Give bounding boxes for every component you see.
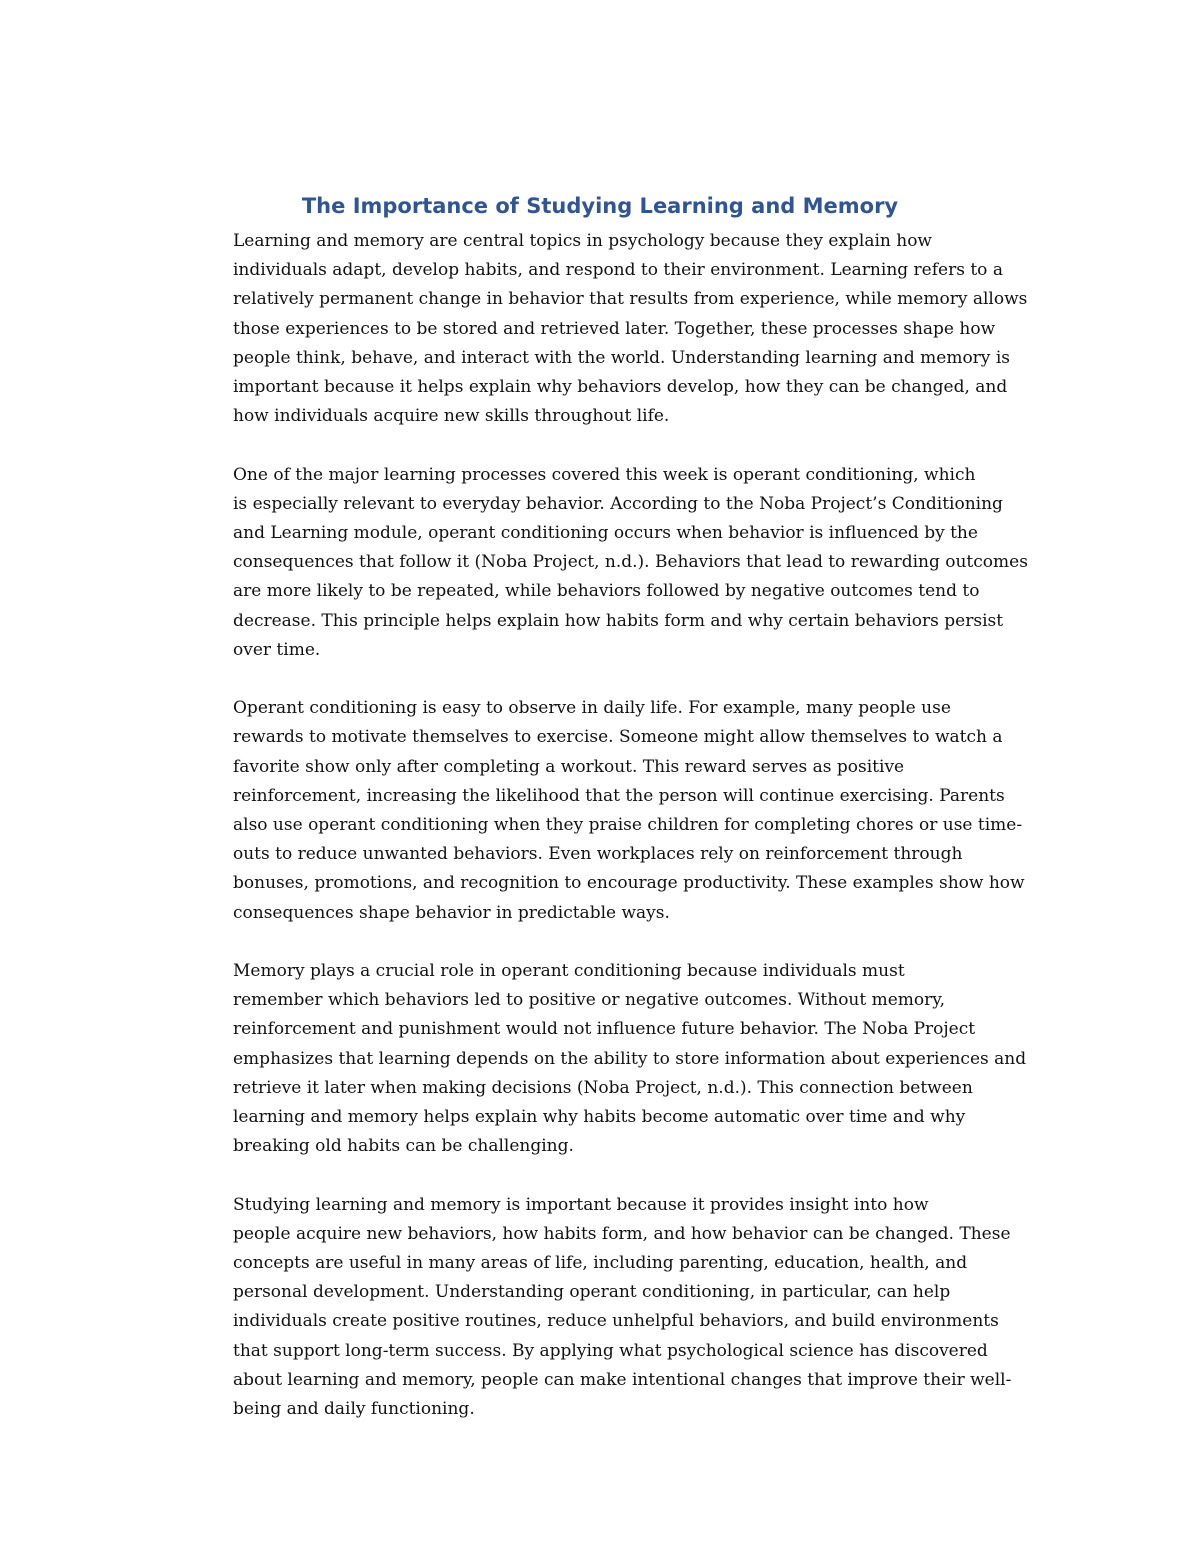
paragraph-line: relatively permanent change in behavior that results from experience, while memory allows — [233, 289, 1028, 310]
document-title: The Importance of Studying Learning and Memory — [301, 194, 899, 218]
paragraph-line: learning and memory helps explain why habits become automatic over time and why — [233, 1107, 966, 1128]
paragraph-line: Operant conditioning is easy to observe in daily life. For example, many people use — [233, 698, 951, 719]
paragraph-line: consequences that follow it (Noba Project, n.d.). Behaviors that lead to rewarding outcomes — [233, 552, 1028, 573]
document-body — [176, 227, 1056, 1453]
paragraph-line: are more likely to be repeated, while behaviors followed by negative outcomes tend to — [233, 581, 980, 602]
paragraph-line: individuals adapt, develop habits, and respond to their environment. Learning refers to a — [233, 260, 1003, 281]
paragraph-line: favorite show only after completing a workout. This reward serves as positive — [233, 756, 905, 777]
paragraph-line: how individuals acquire new skills throughout life. — [233, 406, 670, 427]
paragraph-line: about learning and memory, people can make intentional changes that improve their well- — [233, 1369, 1012, 1390]
paragraph-line: One of the major learning processes covered this week is operant conditioning, which — [233, 464, 976, 485]
paragraph-line: people think, behave, and interact with the world. Understanding learning and memory is — [233, 347, 1010, 368]
paragraph-line: reinforcement and punishment would not influence future behavior. The Noba Project — [233, 1019, 976, 1040]
paragraph-line: retrieve it later when making decisions (Noba Project, n.d.). This connection between — [233, 1077, 973, 1098]
paragraph-4 — [176, 957, 1056, 1161]
paragraph-line: personal development. Understanding operant conditioning, in particular, can help — [233, 1282, 951, 1303]
paragraph-line: outs to reduce unwanted behaviors. Even workplaces rely on reinforcement through — [233, 844, 963, 865]
paragraph-line: being and daily functioning. — [233, 1399, 475, 1420]
paragraph-line: is especially relevant to everyday behavior. According to the Noba Project’s Conditioning — [233, 493, 1003, 514]
paragraph-line: those experiences to be stored and retrieved later. Together, these processes shape how — [233, 318, 996, 339]
paragraph-line: that support long-term success. By applying what psychological science has discovered — [233, 1340, 988, 1361]
paragraph-line: Learning and memory are central topics in psychology because they explain how — [233, 231, 932, 251]
paragraph-line: breaking old habits can be challenging. — [233, 1136, 574, 1157]
paragraph-line: remember which behaviors led to positive or negative outcomes. Without memory, — [233, 990, 946, 1011]
paragraph-line: reinforcement, increasing the likelihood that the person will continue exercising. Parents — [233, 785, 1005, 806]
paragraph-line: bonuses, promotions, and recognition to encourage productivity. These examples show how — [233, 873, 1025, 894]
paragraph-line: concepts are useful in many areas of life, including parenting, education, health, and — [233, 1253, 968, 1274]
paragraph-line: emphasizes that learning depends on the ability to store information about experiences and — [233, 1048, 1027, 1069]
paragraph-line: decrease. This principle helps explain how habits form and why certain behaviors persist — [233, 610, 1004, 631]
paragraph-line: and Learning module, operant conditioning occurs when behavior is influenced by the — [233, 523, 978, 544]
paragraph-line: Studying learning and memory is important because it provides insight into how — [233, 1194, 929, 1215]
paragraph-line: people acquire new behaviors, how habits form, and how behavior can be changed. These — [233, 1223, 1011, 1244]
paragraph-line: over time. — [233, 639, 321, 660]
paragraph-line: important because it helps explain why behaviors develop, how they can be changed, and — [233, 377, 1008, 398]
paragraph-1 — [176, 227, 1056, 431]
paragraph-line: rewards to motivate themselves to exercise. Someone might allow themselves to watch a — [233, 727, 1003, 748]
paragraph-5 — [176, 1191, 1056, 1425]
paragraph-2 — [176, 461, 1056, 665]
paragraph-line: consequences shape behavior in predictable ways. — [233, 902, 670, 923]
paragraph-line: Memory plays a crucial role in operant conditioning because individuals must — [233, 961, 905, 982]
paragraph-line: individuals create positive routines, reduce unhelpful behaviors, and build environments — [233, 1311, 999, 1332]
paragraph-line: also use operant conditioning when they praise children for completing chores or use time- — [233, 815, 1023, 836]
paragraph-3 — [176, 694, 1056, 928]
